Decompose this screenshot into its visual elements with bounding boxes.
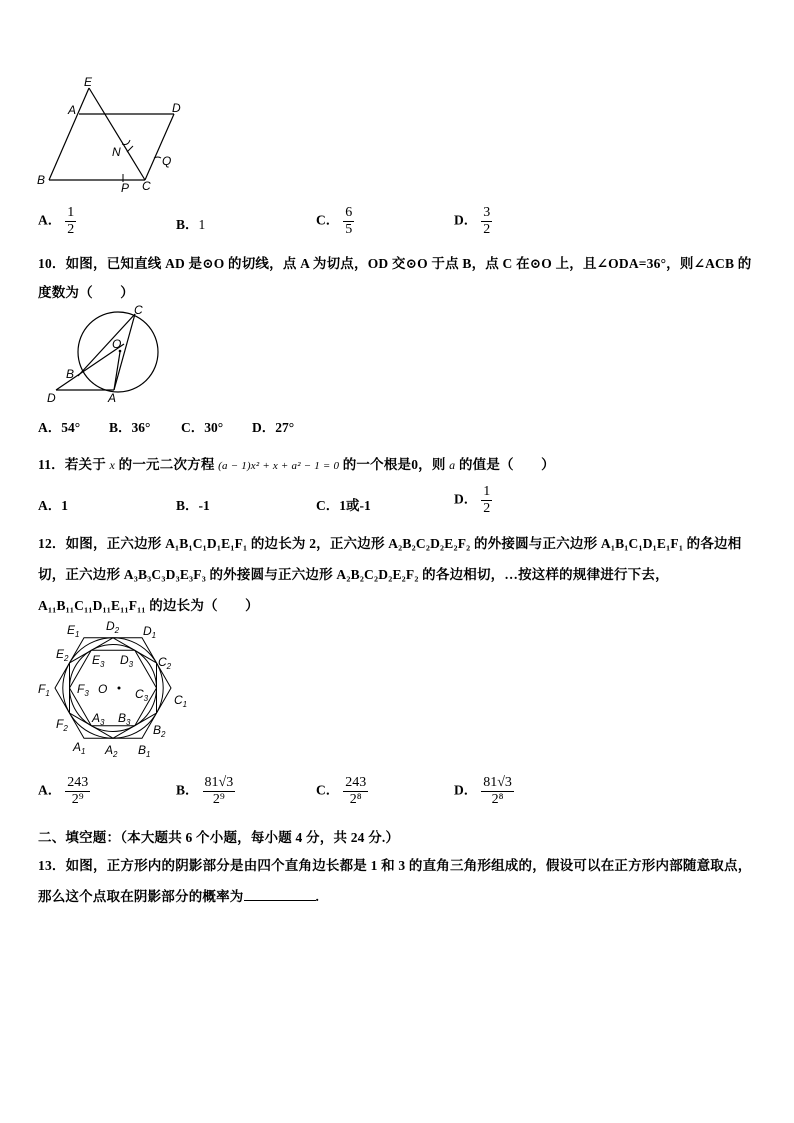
- option-letter: A．: [38, 498, 62, 513]
- label-E: E: [84, 75, 93, 89]
- option-value: 1: [198, 217, 206, 232]
- vertex-label-a2: $A_2$: [105, 743, 118, 759]
- q9-option-a[interactable]: [38, 205, 76, 238]
- vertex-label-b3: $B_3$: [118, 711, 131, 727]
- vertex-label-d3: $D_3$: [120, 653, 134, 669]
- fraction: [203, 775, 236, 808]
- denominator: 2: [483, 501, 491, 516]
- q13-suffix: .: [315, 889, 320, 904]
- vertex-label-o: O: [98, 682, 108, 696]
- label-C: C: [142, 179, 151, 193]
- q9-parallelogram-figure: [32, 74, 202, 198]
- vertex-label-c3: $C_3$: [135, 687, 149, 703]
- q11-option-b[interactable]: [176, 494, 210, 514]
- numerator: 81√3: [483, 775, 512, 790]
- vertex-label-b2: $B_2$: [153, 723, 166, 739]
- label-D: D: [172, 101, 181, 115]
- denominator: 2⁸: [349, 792, 362, 807]
- vertex-label-e1: $E_1$: [67, 623, 80, 639]
- option-letter: A．: [38, 212, 62, 228]
- equation: (a − 1)x² + x + a² − 1 = 0: [218, 460, 340, 472]
- q11-option-c[interactable]: [316, 494, 371, 514]
- option-letter: D．: [454, 212, 478, 228]
- q13-prefix: 那么这个点取在阴影部分的概率为: [38, 889, 244, 904]
- q9-option-c[interactable]: [316, 205, 354, 238]
- q12-option-c[interactable]: [316, 775, 368, 808]
- numerator: 3: [483, 205, 491, 220]
- vertex-label-e2: $E_2$: [56, 647, 69, 663]
- vertex-label-e3: $E_3$: [92, 653, 105, 669]
- denominator: 2⁸: [491, 792, 504, 807]
- denominator: 2: [67, 222, 75, 237]
- fraction: [65, 205, 76, 238]
- option-letter: C．: [316, 782, 340, 798]
- label-N: N: [112, 145, 121, 159]
- option-letter: D．: [454, 782, 478, 798]
- numerator: 1: [483, 484, 491, 499]
- denominator: 2: [483, 222, 491, 237]
- numerator: 6: [345, 205, 353, 220]
- variable-x: x: [109, 458, 116, 472]
- option-letter: C．: [316, 212, 340, 228]
- fraction: [481, 775, 514, 808]
- label-P: P: [121, 181, 130, 195]
- label-Q: Q: [162, 154, 172, 168]
- label-A: A: [108, 391, 117, 405]
- q10-circle-figure: [40, 302, 164, 408]
- denominator: 5: [345, 222, 353, 237]
- label-B: B: [66, 367, 75, 381]
- vertex-label-f3: $F_3$: [77, 682, 89, 698]
- q12-hexagon-figure: [36, 618, 188, 760]
- fraction: [343, 775, 368, 808]
- q11-suffix1: 的一个根是0，则: [342, 457, 446, 472]
- option-letter: B．: [176, 217, 199, 232]
- q11-prefix: 11．若关于: [38, 457, 106, 472]
- vertex-label-d2: $D_2$: [106, 619, 120, 635]
- fraction: [65, 775, 90, 808]
- vertex-label-f2: $F_2$: [56, 717, 68, 733]
- vertex-label-b1: $B_1$: [138, 743, 151, 759]
- vertex-label-f1: $F_1$: [38, 682, 50, 698]
- q11-text-line: [38, 453, 555, 473]
- numerator: 243: [345, 775, 367, 790]
- denominator: 2⁹: [212, 792, 225, 807]
- fraction: [481, 484, 492, 517]
- q10-text-line1: 10．如图，已知直线 AD 是⊙O 的切线，点 A 为切点，OD 交⊙O 于点 B，点 C 在⊙O 上，且∠ODA=36°，则∠ACB 的: [38, 256, 752, 271]
- option-letter: B．: [176, 782, 199, 798]
- q10-option-a[interactable]: A．54°: [38, 420, 81, 435]
- q12-option-b[interactable]: [176, 775, 235, 808]
- q9-option-b[interactable]: [176, 213, 205, 233]
- option-letter: A．: [38, 782, 62, 798]
- q12-option-a[interactable]: [38, 775, 90, 808]
- q11-suffix2: 的值是（ ）: [458, 457, 555, 472]
- q10-option-c[interactable]: C．30°: [181, 420, 224, 435]
- q12-option-d[interactable]: [454, 775, 514, 808]
- answer-blank[interactable]: [244, 888, 316, 901]
- vertex-label-a1: $A_1$: [73, 740, 86, 756]
- q12-text-line1: 12．如图，正六边形 A₁B₁C₁D₁E₁F₁ 的边长为 2，正六边形 A₂B₂C₂D₂E₂F₂ 的外接圆与正六边形 A₁B₁C₁D₁E₁F₁ 的各边相: [38, 536, 742, 551]
- q11-option-d[interactable]: [454, 484, 492, 517]
- option-letter: C．: [316, 498, 340, 513]
- q11-mid: 的一元二次方程: [118, 457, 215, 472]
- q10-option-d[interactable]: D．27°: [252, 420, 295, 435]
- q12-text-line3: A₁₁B₁₁C₁₁D₁₁E₁₁F₁₁ 的边长为（ ）: [38, 598, 259, 613]
- label-O: O: [112, 337, 122, 351]
- center-point: [118, 687, 121, 690]
- option-value: -1: [198, 498, 210, 513]
- option-value: 1: [61, 498, 68, 513]
- label-C: C: [134, 303, 143, 317]
- vertex-label-c1: $C_1$: [174, 693, 188, 709]
- numerator: 81√3: [204, 775, 234, 790]
- q10-text-line2: 度数为（ ）: [38, 285, 134, 300]
- section-heading: 二、填空题：（本大题共 6 个小题，每小题 4 分，共 24 分.）: [38, 830, 400, 845]
- q13-text-line1: 13．如图，正方形内的阴影部分是由四个直角边长都是 1 和 3 的直角三角形组成的，假设可以在正方形内部随意取点，: [38, 858, 752, 873]
- option-value: 1或-1: [339, 498, 371, 513]
- numerator: 1: [67, 205, 75, 220]
- option-letter: B．: [176, 498, 199, 513]
- q13-text-line2: [38, 885, 319, 905]
- q9-option-d[interactable]: [454, 205, 492, 238]
- q12-text-line2: 切，正六边形 A₃B₃C₃D₃E₃F₃ 的外接圆与正六边形 A₂B₂C₂D₂E₂F₂ 的各边相切，…按这样的规律进行下去，: [38, 567, 669, 582]
- vertex-label-d1: $D_1$: [143, 624, 157, 640]
- vertex-label-a3: $A_3$: [92, 711, 105, 727]
- q10-option-b[interactable]: B．36°: [109, 420, 151, 435]
- denominator: 2⁹: [71, 792, 84, 807]
- fraction: [343, 205, 354, 238]
- numerator: 243: [67, 775, 89, 790]
- label-B: B: [37, 173, 46, 187]
- variable-a: a: [449, 458, 456, 472]
- label-A: A: [68, 103, 77, 117]
- label-D: D: [47, 391, 56, 405]
- q11-option-a[interactable]: [38, 494, 68, 514]
- option-letter: D．: [454, 491, 478, 507]
- fraction: [481, 205, 492, 238]
- vertex-label-c2: $C_2$: [158, 655, 172, 671]
